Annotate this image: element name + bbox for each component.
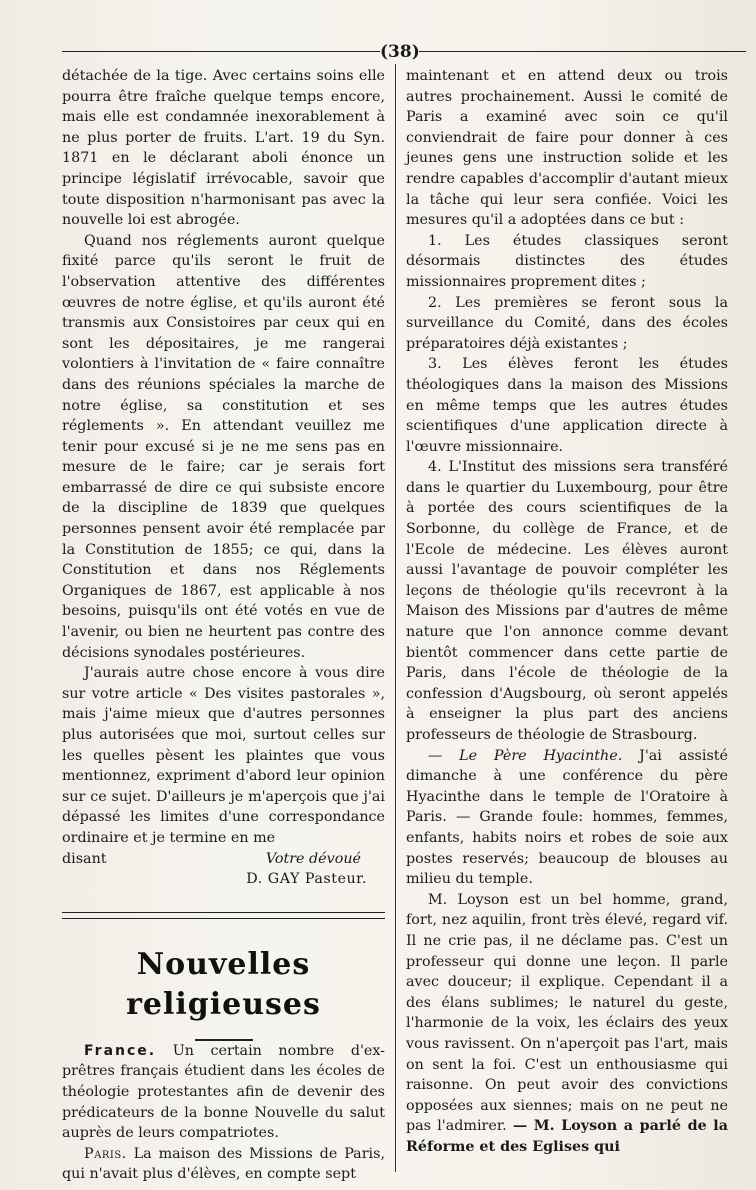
loyson-paragraph: [406, 890, 728, 1158]
signature: D. GAY Pasteur.: [246, 871, 367, 888]
measure-item-3: 3. Les élèves feront les études théologiques dans la maison des Missions en même temps que les autres études scientifiques d'une application directe à l'œuvre missionnaire.: [406, 356, 728, 455]
hyacinthe-paragraph: [406, 746, 728, 890]
closing-word: disant: [62, 850, 107, 867]
paris-label: Paris.: [84, 1145, 127, 1162]
page-number: (38): [380, 42, 420, 62]
loyson-tail: — M. Loyson a parlé de la Réforme et des Eglises qui: [406, 1118, 729, 1155]
right-column: [406, 66, 728, 1157]
measure-item-4: 4. L'Institut des missions sera transféré dans le quartier du Luxembourg, pour être à portée des cours scientifiques de la Sorbonne, du collège de France, et de l'Ecole de médecine. Les élèves auront aussi l'avantage de pouvoir compléter les leçons de théologie qu'ils recevront à la Maison des Missions par d'autres de même nature que l'on annonce comme devant bientôt commencer dans cette partie de Paris, dans l'école de théologie de la confession d'Augsbourg, où seront appelés à enseigner la plus part des anciens professeurs de théologie de Strasbourg.: [406, 459, 728, 743]
paris-text: La maison des Missions de Paris, qui n'avait plus d'élèves, en compte sept: [62, 1145, 385, 1183]
page-header: [62, 40, 746, 64]
left-paragraph-2: Quand nos réglements auront quelque fixité parce qu'ils seront le fruit de l'observation attentive des différentes œuvres de notre église, et qu'ils auront été transmis aux Consistoires par ceux qui en sont les dépositaires, je me rangerai volontiers à l'invitation de « faire connaître dans des réunions spéciales la marche de notre église, sa constitution et ses réglements ». En attendant veuillez me tenir pour excusé si je ne me sens pas en mesure de le faire; car je serais fort embarrassé de dire ce qui subsiste encore de la discipline de 1839 que quelques personnes pensent avoir été remplacée par la Constitution de 1855; ce qui, dans la Constitution et dans nos Réglements Organiques de 1867, est applicable à nos besoins, puisqu'ils ont été votés en vue de l'avenir, ou bien ne heurtent pas contre des décisions synodales postérieures.: [62, 232, 385, 661]
measure-item-1: 1. Les études classiques seront désormais distinctes des études missionnaires proprement dites ;: [406, 232, 728, 290]
hyacinthe-label: — Le Père Hyacinthe.: [428, 747, 623, 764]
news-france-text: Un certain nombre d'ex-prêtres français étudient dans les écoles de théologie protestantes afin de devenir des prédicateurs de la bonne Nouvelle du salut auprès de leurs compatriotes.: [62, 1042, 386, 1142]
loyson-text: M. Loyson est un bel homme, grand, fort, nez aquilin, front très élevé, regard vif. Il ne crie pas, il ne déclame pas. C'est un professeur qui donne une leçon. Il parle avec douceur; il explique. Cependant il a des élans sublimes; le naturel du geste, l'harmonie de la voix, les éclairs des yeux vous ravissent. On n'aperçoit pas l'art, mais on sent la foi. C'est un enthousiasme qui raisonne. On peut avoir des convictions opposées aux siennes; mais on ne peut ne pas l'admirer.: [406, 891, 728, 1135]
left-paragraph-3: J'aurais autre chose encore à vous dire sur votre article « Des visites pastorales », mais j'aime mieux que d'autres personnes plus autorisées que moi, surtout celles sur les quelles pèsent les plaintes que vous mentionnez, expriment d'abord leur opinion sur ce sujet. D'ailleurs je m'aperçois que j'ai dépassé les limites d'une correspondance ordinaire et je termine en me: [62, 665, 385, 846]
news-country-label: France.: [84, 1042, 157, 1059]
column-divider: [395, 64, 396, 1172]
news-france-paragraph: [62, 1041, 385, 1144]
header-rule-left: [62, 51, 380, 52]
closing-line: [62, 849, 385, 870]
section-title: Nouvelles religieuses: [126, 946, 321, 1022]
header-rule-right: [419, 51, 746, 52]
news-paris-paragraph: [62, 1144, 385, 1185]
right-paragraph-1: maintenant et en attend deux ou trois autres prochainement. Aussi le comité de Paris a examiné avec soin ce qu'il conviendrait de faire pour donner à ces jeunes gens une instruction solide et les rendre capables d'accomplir d'autant mieux la tâche qui leur sera confiée. Voici les mesures qu'il a adoptées dans ce but :: [406, 68, 728, 229]
left-column: [62, 66, 385, 1185]
measure-item-2: 2. Les premières se feront sous la surveillance du Comité, dans des écoles préparatoires déjà existantes ;: [406, 294, 728, 352]
closing-formula: Votre dévoué: [265, 850, 361, 867]
hyacinthe-text: J'ai assisté dimanche à une conférence du père Hyacinthe dans le temple de l'Oratoire à Paris. — Grande foule: hommes, femmes, enfants, habits noirs et robes de soie aux postes reservés; beaucoup de blouses au milieu du temple.: [406, 747, 729, 888]
section-divider: [62, 912, 385, 919]
left-paragraph-1: détachée de la tige. Avec certains soins elle pourra être fraîche quelque temps encore, mais elle est condamnée inexorablement à ne plus porter de fruits. L'art. 19 du Syn. 1871 en le déclarant aboli énonce un principe législatif irrévocable, savoir que toute disposition n'harmonisant pas avec la nouvelle loi est abrogée.: [62, 68, 385, 229]
